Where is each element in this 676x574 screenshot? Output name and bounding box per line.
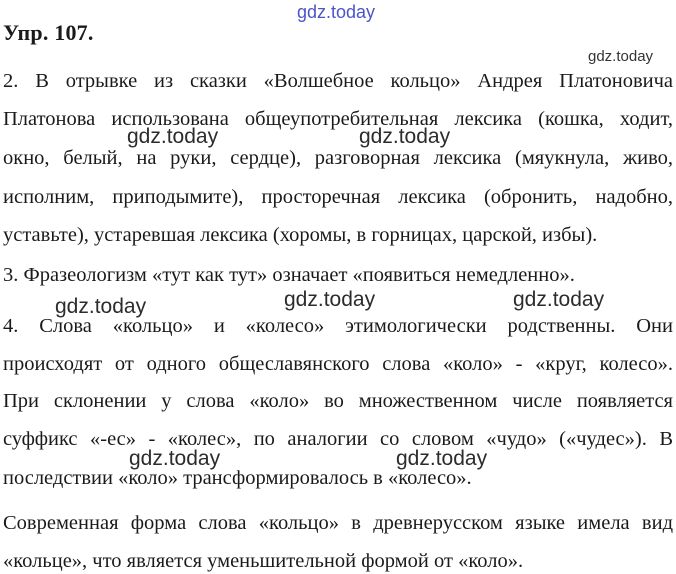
text-line: При склонении у слова «коло» во множественном числе появляется bbox=[3, 390, 673, 412]
text-line: Современная форма слова «кольцо» в древнерусском языке имела вид bbox=[3, 512, 673, 534]
text-line: происходят от одного общеславянского слова «коло» - «круг, колесо». bbox=[3, 353, 673, 375]
watermark: gdz.today bbox=[359, 125, 451, 148]
watermark: gdz.today bbox=[127, 125, 219, 148]
text-line: уставьте), устаревшая лексика (хоромы, в горницах, царской, избы). bbox=[3, 224, 598, 246]
text-line: 4. Слова «кольцо» и «колесо» этимологически родственны. Они bbox=[3, 315, 673, 337]
watermark: gdz.today bbox=[588, 48, 654, 65]
text-line: «кольце», что является уменьшительной формой от «коло». bbox=[3, 550, 524, 572]
text-line: последствии «коло» трансформировалось в «колесо». bbox=[3, 467, 472, 489]
text-line: 2. В отрывке из сказки «Волшебное кольцо» Андрея Платоновича bbox=[3, 70, 673, 92]
watermark: gdz.today bbox=[396, 447, 488, 470]
watermark-top: gdz.today bbox=[297, 2, 376, 22]
watermark: gdz.today bbox=[55, 295, 147, 318]
watermark: gdz.today bbox=[129, 447, 221, 470]
exercise-title: Упр. 107. bbox=[3, 20, 94, 45]
text-line: Платонова использована общеупотребительная лексика (кошка, ходит, bbox=[3, 108, 673, 130]
watermark: gdz.today bbox=[513, 288, 605, 311]
text-line: исполним, приподымите), просторечная лексика (обронить, надобно, bbox=[3, 186, 673, 208]
text-line: окно, белый, на руки, сердце), разговорная лексика (мяукнула, живо, bbox=[3, 147, 673, 169]
watermark: gdz.today bbox=[284, 288, 376, 311]
text-line: суффикс «-ес» - «колес», по аналогии со словом «чудо» («чудес»). В bbox=[3, 428, 673, 450]
text-line: 3. Фразеологизм «тут как тут» означает «появиться немедленно». bbox=[3, 264, 575, 286]
